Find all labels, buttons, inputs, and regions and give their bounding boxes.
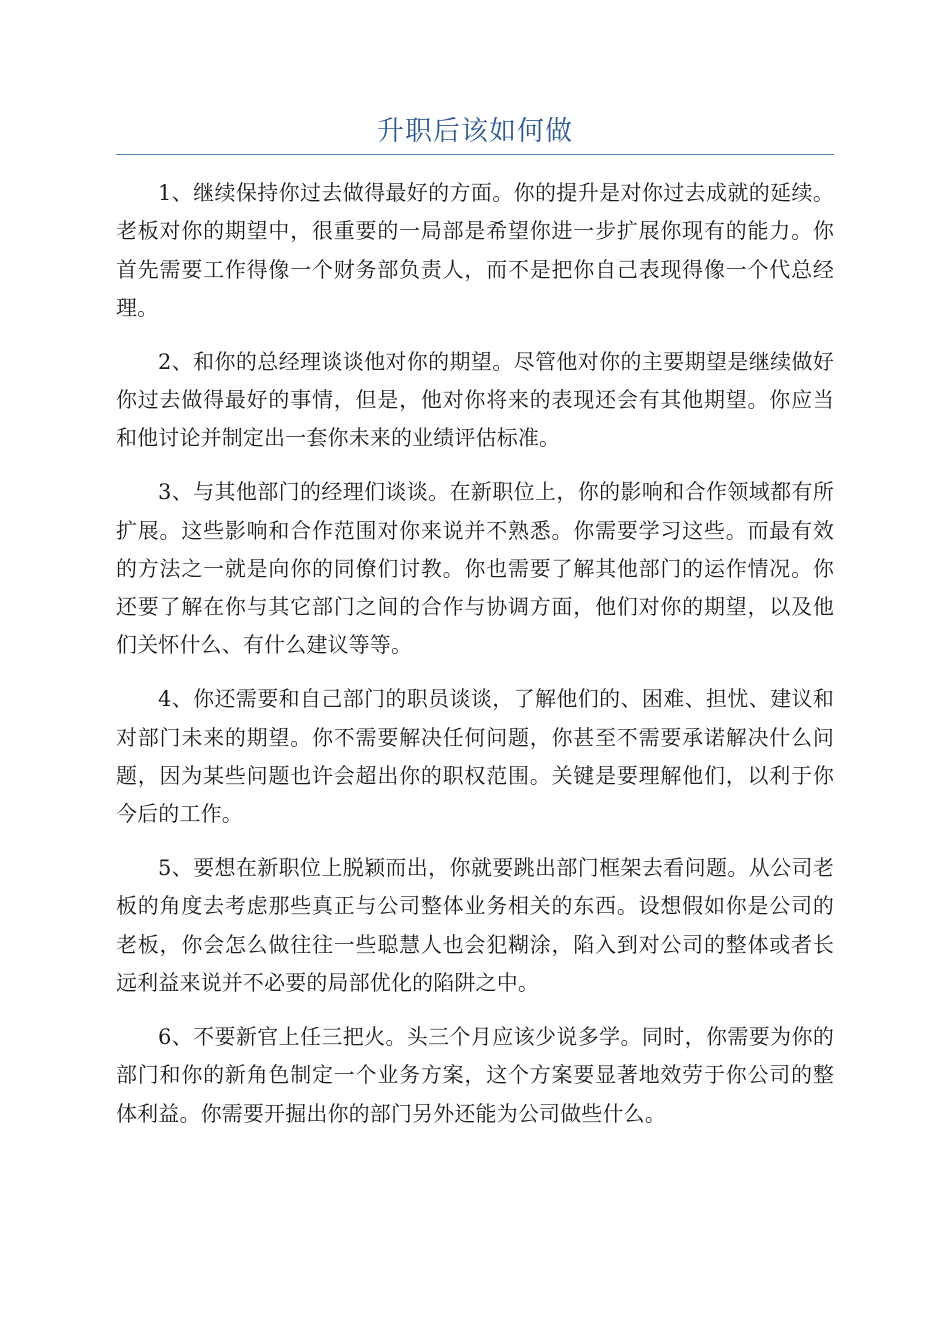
document-title: 升职后该如何做 [377, 116, 573, 147]
paragraph-5: 5、要想在新职位上脱颖而出，你就要跳出部门框架去看问题。从公司老板的角度去考虑那些真正与公司整体业务相关的东西。设想假如你是公司的老板，你会怎么做往往一些聪慧人也会犯糊涂，陷入到对公司的整体或者长远利益来说并不必要的局部优化的陷阱之中。 [116, 856, 834, 996]
document-body [116, 174, 834, 1148]
paragraph-4: 4、你还需要和自己部门的职员谈谈，了解他们的、困难、担忧、建议和对部门未来的期望。你不需要解决任何问题，你甚至不需要承诺解决什么问题，因为某些问题也许会超出你的职权范围。关键是要理解他们，以利于你今后的工作。 [116, 687, 834, 827]
title-underline [116, 154, 834, 155]
paragraph-2: 2、和你的总经理谈谈他对你的期望。尽管他对你的主要期望是继续做好你过去做得最好的事情，但是，他对你将来的表现还会有其他期望。你应当和他讨论并制定出一套你未来的业绩评估标准。 [116, 349, 834, 451]
paragraph-3: 3、与其他部门的经理们谈谈。在新职位上，你的影响和合作领域都有所扩展。这些影响和合作范围对你来说并不熟悉。你需要学习这些。而最有效的方法之一就是向你的同僚们讨教。你也需要了解其他部门的运作情况。你还要了解在你与其它部门之间的合作与协调方面，他们对你的期望，以及他们关怀什么、有什么建议等等。 [116, 480, 834, 658]
paragraph-6: 6、不要新官上任三把火。头三个月应该少说多学。同时，你需要为你的部门和你的新角色制定一个业务方案，这个方案要显著地效劳于你公司的整体利益。你需要开掘出你的部门另外还能为公司做些什么。 [116, 1024, 834, 1126]
paragraph-1: 1、继续保持你过去做得最好的方面。你的提升是对你过去成就的延续。老板对你的期望中，很重要的一局部是希望你进一步扩展你现有的能力。你首先需要工作得像一个财务部负责人，而不是把你自己表现得像一个代总经理。 [116, 181, 834, 320]
